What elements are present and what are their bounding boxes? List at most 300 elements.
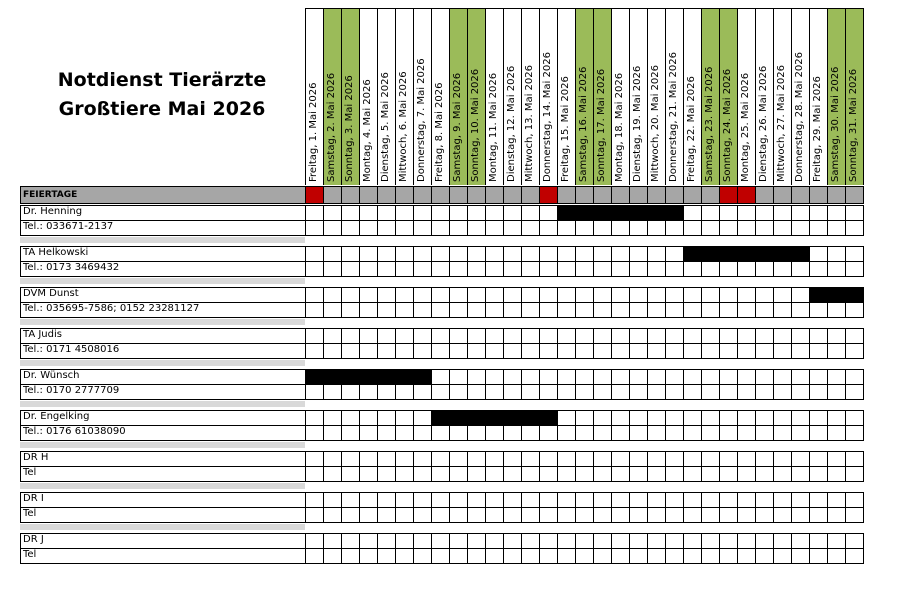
schedule-cell[interactable] [611, 410, 629, 426]
schedule-cell[interactable] [467, 425, 485, 441]
schedule-cell[interactable] [395, 287, 413, 303]
schedule-cell[interactable] [737, 548, 755, 564]
schedule-cell[interactable] [809, 220, 827, 236]
schedule-cell[interactable] [323, 466, 341, 482]
schedule-cell[interactable] [755, 328, 773, 344]
duty-mark[interactable] [827, 287, 845, 303]
schedule-cell[interactable] [395, 261, 413, 277]
schedule-cell[interactable] [683, 343, 701, 359]
schedule-cell[interactable] [647, 384, 665, 400]
schedule-cell[interactable] [305, 410, 323, 426]
schedule-cell[interactable] [503, 492, 521, 508]
duty-mark[interactable] [791, 246, 809, 262]
schedule-cell[interactable] [305, 492, 323, 508]
schedule-cell[interactable] [467, 451, 485, 467]
schedule-cell[interactable] [431, 492, 449, 508]
schedule-cell[interactable] [791, 343, 809, 359]
schedule-cell[interactable] [593, 369, 611, 385]
schedule-cell[interactable] [449, 287, 467, 303]
schedule-cell[interactable] [557, 466, 575, 482]
schedule-cell[interactable] [305, 261, 323, 277]
duty-mark[interactable] [845, 287, 863, 303]
schedule-cell[interactable] [629, 533, 647, 549]
schedule-cell[interactable] [341, 302, 359, 318]
schedule-cell[interactable] [539, 492, 557, 508]
schedule-cell[interactable] [737, 205, 755, 221]
schedule-cell[interactable] [431, 287, 449, 303]
schedule-cell[interactable] [395, 548, 413, 564]
schedule-cell[interactable] [557, 410, 575, 426]
schedule-cell[interactable] [521, 466, 539, 482]
schedule-cell[interactable] [719, 369, 737, 385]
duty-mark[interactable] [809, 287, 827, 303]
schedule-cell[interactable] [557, 533, 575, 549]
schedule-cell[interactable] [791, 369, 809, 385]
schedule-cell[interactable] [701, 287, 719, 303]
schedule-cell[interactable] [755, 261, 773, 277]
schedule-cell[interactable] [755, 410, 773, 426]
schedule-cell[interactable] [377, 410, 395, 426]
schedule-cell[interactable] [647, 548, 665, 564]
schedule-cell[interactable] [539, 287, 557, 303]
duty-mark[interactable] [647, 205, 665, 221]
schedule-cell[interactable] [467, 533, 485, 549]
schedule-cell[interactable] [611, 343, 629, 359]
schedule-cell[interactable] [611, 425, 629, 441]
schedule-cell[interactable] [701, 492, 719, 508]
schedule-cell[interactable] [341, 287, 359, 303]
schedule-cell[interactable] [485, 548, 503, 564]
schedule-cell[interactable] [467, 343, 485, 359]
schedule-cell[interactable] [503, 548, 521, 564]
schedule-cell[interactable] [611, 451, 629, 467]
schedule-cell[interactable] [449, 261, 467, 277]
schedule-cell[interactable] [647, 533, 665, 549]
schedule-cell[interactable] [323, 410, 341, 426]
schedule-cell[interactable] [719, 425, 737, 441]
schedule-cell[interactable] [431, 466, 449, 482]
schedule-cell[interactable] [791, 205, 809, 221]
schedule-cell[interactable] [809, 302, 827, 318]
duty-mark[interactable] [719, 246, 737, 262]
schedule-cell[interactable] [449, 466, 467, 482]
schedule-cell[interactable] [701, 466, 719, 482]
schedule-cell[interactable] [701, 425, 719, 441]
schedule-cell[interactable] [827, 451, 845, 467]
schedule-cell[interactable] [359, 533, 377, 549]
schedule-cell[interactable] [413, 548, 431, 564]
schedule-cell[interactable] [845, 220, 863, 236]
schedule-cell[interactable] [359, 246, 377, 262]
schedule-cell[interactable] [755, 287, 773, 303]
schedule-cell[interactable] [845, 302, 863, 318]
schedule-cell[interactable] [413, 533, 431, 549]
schedule-cell[interactable] [485, 384, 503, 400]
schedule-cell[interactable] [521, 492, 539, 508]
schedule-cell[interactable] [683, 548, 701, 564]
schedule-cell[interactable] [845, 328, 863, 344]
schedule-cell[interactable] [323, 302, 341, 318]
schedule-cell[interactable] [431, 451, 449, 467]
schedule-cell[interactable] [773, 533, 791, 549]
schedule-cell[interactable] [827, 220, 845, 236]
schedule-cell[interactable] [539, 533, 557, 549]
schedule-cell[interactable] [629, 287, 647, 303]
schedule-cell[interactable] [809, 451, 827, 467]
schedule-cell[interactable] [719, 451, 737, 467]
schedule-cell[interactable] [323, 492, 341, 508]
schedule-cell[interactable] [323, 261, 341, 277]
schedule-cell[interactable] [467, 369, 485, 385]
schedule-cell[interactable] [701, 507, 719, 523]
schedule-cell[interactable] [521, 246, 539, 262]
duty-mark[interactable] [575, 205, 593, 221]
schedule-cell[interactable] [845, 261, 863, 277]
schedule-cell[interactable] [611, 533, 629, 549]
schedule-cell[interactable] [575, 328, 593, 344]
schedule-cell[interactable] [575, 369, 593, 385]
schedule-cell[interactable] [485, 287, 503, 303]
schedule-cell[interactable] [791, 287, 809, 303]
schedule-cell[interactable] [809, 261, 827, 277]
schedule-cell[interactable] [323, 205, 341, 221]
schedule-cell[interactable] [737, 466, 755, 482]
schedule-cell[interactable] [575, 384, 593, 400]
schedule-cell[interactable] [755, 369, 773, 385]
schedule-cell[interactable] [431, 302, 449, 318]
schedule-cell[interactable] [791, 302, 809, 318]
schedule-cell[interactable] [593, 287, 611, 303]
schedule-cell[interactable] [485, 466, 503, 482]
schedule-cell[interactable] [845, 507, 863, 523]
schedule-cell[interactable] [575, 507, 593, 523]
schedule-cell[interactable] [665, 384, 683, 400]
schedule-cell[interactable] [773, 302, 791, 318]
schedule-cell[interactable] [539, 343, 557, 359]
schedule-cell[interactable] [449, 220, 467, 236]
schedule-cell[interactable] [557, 369, 575, 385]
schedule-cell[interactable] [395, 533, 413, 549]
schedule-cell[interactable] [845, 533, 863, 549]
schedule-cell[interactable] [449, 369, 467, 385]
schedule-cell[interactable] [791, 425, 809, 441]
schedule-cell[interactable] [791, 328, 809, 344]
schedule-cell[interactable] [395, 451, 413, 467]
schedule-cell[interactable] [359, 548, 377, 564]
schedule-cell[interactable] [395, 507, 413, 523]
schedule-cell[interactable] [449, 451, 467, 467]
schedule-cell[interactable] [773, 343, 791, 359]
schedule-cell[interactable] [539, 507, 557, 523]
schedule-cell[interactable] [341, 548, 359, 564]
schedule-cell[interactable] [755, 384, 773, 400]
schedule-cell[interactable] [809, 246, 827, 262]
duty-mark[interactable] [629, 205, 647, 221]
schedule-cell[interactable] [467, 302, 485, 318]
schedule-cell[interactable] [359, 220, 377, 236]
schedule-cell[interactable] [359, 507, 377, 523]
schedule-cell[interactable] [629, 328, 647, 344]
schedule-cell[interactable] [323, 220, 341, 236]
schedule-cell[interactable] [593, 425, 611, 441]
schedule-cell[interactable] [665, 533, 683, 549]
schedule-cell[interactable] [395, 410, 413, 426]
schedule-cell[interactable] [593, 466, 611, 482]
duty-mark[interactable] [539, 410, 557, 426]
schedule-cell[interactable] [665, 328, 683, 344]
schedule-cell[interactable] [773, 369, 791, 385]
schedule-cell[interactable] [449, 425, 467, 441]
schedule-cell[interactable] [827, 205, 845, 221]
schedule-cell[interactable] [593, 220, 611, 236]
schedule-cell[interactable] [683, 384, 701, 400]
schedule-cell[interactable] [845, 451, 863, 467]
schedule-cell[interactable] [377, 220, 395, 236]
schedule-cell[interactable] [503, 246, 521, 262]
schedule-cell[interactable] [341, 507, 359, 523]
schedule-cell[interactable] [719, 548, 737, 564]
schedule-cell[interactable] [791, 261, 809, 277]
schedule-cell[interactable] [557, 220, 575, 236]
schedule-cell[interactable] [503, 425, 521, 441]
schedule-cell[interactable] [305, 287, 323, 303]
schedule-cell[interactable] [413, 451, 431, 467]
schedule-cell[interactable] [629, 343, 647, 359]
schedule-cell[interactable] [431, 261, 449, 277]
schedule-cell[interactable] [593, 451, 611, 467]
schedule-cell[interactable] [395, 384, 413, 400]
schedule-cell[interactable] [773, 466, 791, 482]
schedule-cell[interactable] [377, 492, 395, 508]
schedule-cell[interactable] [611, 384, 629, 400]
schedule-cell[interactable] [701, 328, 719, 344]
schedule-cell[interactable] [683, 507, 701, 523]
schedule-cell[interactable] [737, 507, 755, 523]
schedule-cell[interactable] [593, 246, 611, 262]
schedule-cell[interactable] [827, 507, 845, 523]
schedule-cell[interactable] [557, 384, 575, 400]
schedule-cell[interactable] [575, 220, 593, 236]
schedule-cell[interactable] [629, 302, 647, 318]
schedule-cell[interactable] [665, 302, 683, 318]
schedule-cell[interactable] [647, 220, 665, 236]
schedule-cell[interactable] [575, 343, 593, 359]
schedule-cell[interactable] [773, 451, 791, 467]
schedule-cell[interactable] [809, 492, 827, 508]
schedule-cell[interactable] [611, 548, 629, 564]
schedule-cell[interactable] [377, 343, 395, 359]
schedule-cell[interactable] [431, 246, 449, 262]
schedule-cell[interactable] [701, 410, 719, 426]
schedule-cell[interactable] [341, 425, 359, 441]
schedule-cell[interactable] [791, 451, 809, 467]
schedule-cell[interactable] [791, 507, 809, 523]
schedule-cell[interactable] [683, 302, 701, 318]
schedule-cell[interactable] [395, 466, 413, 482]
schedule-cell[interactable] [845, 492, 863, 508]
schedule-cell[interactable] [737, 425, 755, 441]
schedule-cell[interactable] [503, 205, 521, 221]
schedule-cell[interactable] [467, 507, 485, 523]
schedule-cell[interactable] [557, 343, 575, 359]
schedule-cell[interactable] [629, 384, 647, 400]
schedule-cell[interactable] [503, 343, 521, 359]
schedule-cell[interactable] [719, 287, 737, 303]
schedule-cell[interactable] [791, 533, 809, 549]
schedule-cell[interactable] [755, 533, 773, 549]
schedule-cell[interactable] [809, 548, 827, 564]
schedule-cell[interactable] [575, 425, 593, 441]
schedule-cell[interactable] [413, 466, 431, 482]
schedule-cell[interactable] [827, 369, 845, 385]
schedule-cell[interactable] [359, 205, 377, 221]
schedule-cell[interactable] [809, 425, 827, 441]
schedule-cell[interactable] [431, 425, 449, 441]
schedule-cell[interactable] [683, 205, 701, 221]
schedule-cell[interactable] [449, 302, 467, 318]
schedule-cell[interactable] [737, 343, 755, 359]
schedule-cell[interactable] [683, 451, 701, 467]
schedule-cell[interactable] [341, 328, 359, 344]
schedule-cell[interactable] [827, 343, 845, 359]
duty-mark[interactable] [593, 205, 611, 221]
duty-mark[interactable] [449, 410, 467, 426]
duty-mark[interactable] [557, 205, 575, 221]
schedule-cell[interactable] [791, 548, 809, 564]
schedule-cell[interactable] [467, 548, 485, 564]
schedule-cell[interactable] [503, 466, 521, 482]
schedule-cell[interactable] [845, 343, 863, 359]
schedule-cell[interactable] [341, 466, 359, 482]
schedule-cell[interactable] [827, 302, 845, 318]
schedule-cell[interactable] [629, 425, 647, 441]
schedule-cell[interactable] [341, 343, 359, 359]
schedule-cell[interactable] [665, 369, 683, 385]
schedule-cell[interactable] [449, 533, 467, 549]
schedule-cell[interactable] [845, 246, 863, 262]
schedule-cell[interactable] [431, 328, 449, 344]
schedule-cell[interactable] [485, 246, 503, 262]
schedule-cell[interactable] [575, 287, 593, 303]
schedule-cell[interactable] [773, 425, 791, 441]
schedule-cell[interactable] [431, 205, 449, 221]
schedule-cell[interactable] [305, 302, 323, 318]
schedule-cell[interactable] [323, 425, 341, 441]
schedule-cell[interactable] [629, 492, 647, 508]
schedule-cell[interactable] [719, 466, 737, 482]
schedule-cell[interactable] [629, 369, 647, 385]
schedule-cell[interactable] [665, 410, 683, 426]
schedule-cell[interactable] [377, 384, 395, 400]
schedule-cell[interactable] [539, 205, 557, 221]
schedule-cell[interactable] [593, 343, 611, 359]
schedule-cell[interactable] [755, 220, 773, 236]
schedule-cell[interactable] [305, 548, 323, 564]
duty-mark[interactable] [395, 369, 413, 385]
schedule-cell[interactable] [449, 384, 467, 400]
schedule-cell[interactable] [377, 507, 395, 523]
schedule-cell[interactable] [629, 466, 647, 482]
schedule-cell[interactable] [413, 328, 431, 344]
schedule-cell[interactable] [791, 492, 809, 508]
schedule-cell[interactable] [521, 425, 539, 441]
schedule-cell[interactable] [539, 302, 557, 318]
schedule-cell[interactable] [701, 220, 719, 236]
schedule-cell[interactable] [647, 451, 665, 467]
schedule-cell[interactable] [773, 287, 791, 303]
schedule-cell[interactable] [431, 548, 449, 564]
schedule-cell[interactable] [755, 205, 773, 221]
schedule-cell[interactable] [449, 205, 467, 221]
schedule-cell[interactable] [557, 507, 575, 523]
schedule-cell[interactable] [809, 343, 827, 359]
schedule-cell[interactable] [413, 287, 431, 303]
schedule-cell[interactable] [341, 205, 359, 221]
schedule-cell[interactable] [377, 425, 395, 441]
schedule-cell[interactable] [719, 492, 737, 508]
schedule-cell[interactable] [737, 302, 755, 318]
schedule-cell[interactable] [503, 287, 521, 303]
schedule-cell[interactable] [503, 369, 521, 385]
schedule-cell[interactable] [467, 328, 485, 344]
schedule-cell[interactable] [701, 343, 719, 359]
schedule-cell[interactable] [323, 246, 341, 262]
schedule-cell[interactable] [539, 220, 557, 236]
schedule-cell[interactable] [611, 328, 629, 344]
schedule-cell[interactable] [611, 246, 629, 262]
duty-mark[interactable] [683, 246, 701, 262]
schedule-cell[interactable] [611, 492, 629, 508]
schedule-cell[interactable] [611, 261, 629, 277]
duty-mark[interactable] [413, 369, 431, 385]
schedule-cell[interactable] [719, 328, 737, 344]
schedule-cell[interactable] [809, 466, 827, 482]
schedule-cell[interactable] [305, 328, 323, 344]
schedule-cell[interactable] [665, 507, 683, 523]
schedule-cell[interactable] [719, 302, 737, 318]
schedule-cell[interactable] [323, 384, 341, 400]
schedule-cell[interactable] [737, 287, 755, 303]
schedule-cell[interactable] [737, 384, 755, 400]
schedule-cell[interactable] [575, 261, 593, 277]
schedule-cell[interactable] [593, 410, 611, 426]
schedule-cell[interactable] [503, 328, 521, 344]
schedule-cell[interactable] [647, 410, 665, 426]
schedule-cell[interactable] [539, 328, 557, 344]
schedule-cell[interactable] [485, 492, 503, 508]
schedule-cell[interactable] [611, 220, 629, 236]
schedule-cell[interactable] [395, 492, 413, 508]
schedule-cell[interactable] [611, 287, 629, 303]
schedule-cell[interactable] [377, 466, 395, 482]
schedule-cell[interactable] [647, 328, 665, 344]
schedule-cell[interactable] [323, 328, 341, 344]
schedule-cell[interactable] [827, 533, 845, 549]
schedule-cell[interactable] [647, 302, 665, 318]
schedule-cell[interactable] [341, 451, 359, 467]
schedule-cell[interactable] [557, 492, 575, 508]
schedule-cell[interactable] [449, 246, 467, 262]
schedule-cell[interactable] [359, 492, 377, 508]
schedule-cell[interactable] [791, 466, 809, 482]
schedule-cell[interactable] [845, 425, 863, 441]
duty-mark[interactable] [503, 410, 521, 426]
schedule-cell[interactable] [539, 384, 557, 400]
schedule-cell[interactable] [413, 492, 431, 508]
schedule-cell[interactable] [503, 384, 521, 400]
schedule-cell[interactable] [467, 466, 485, 482]
schedule-cell[interactable] [845, 384, 863, 400]
